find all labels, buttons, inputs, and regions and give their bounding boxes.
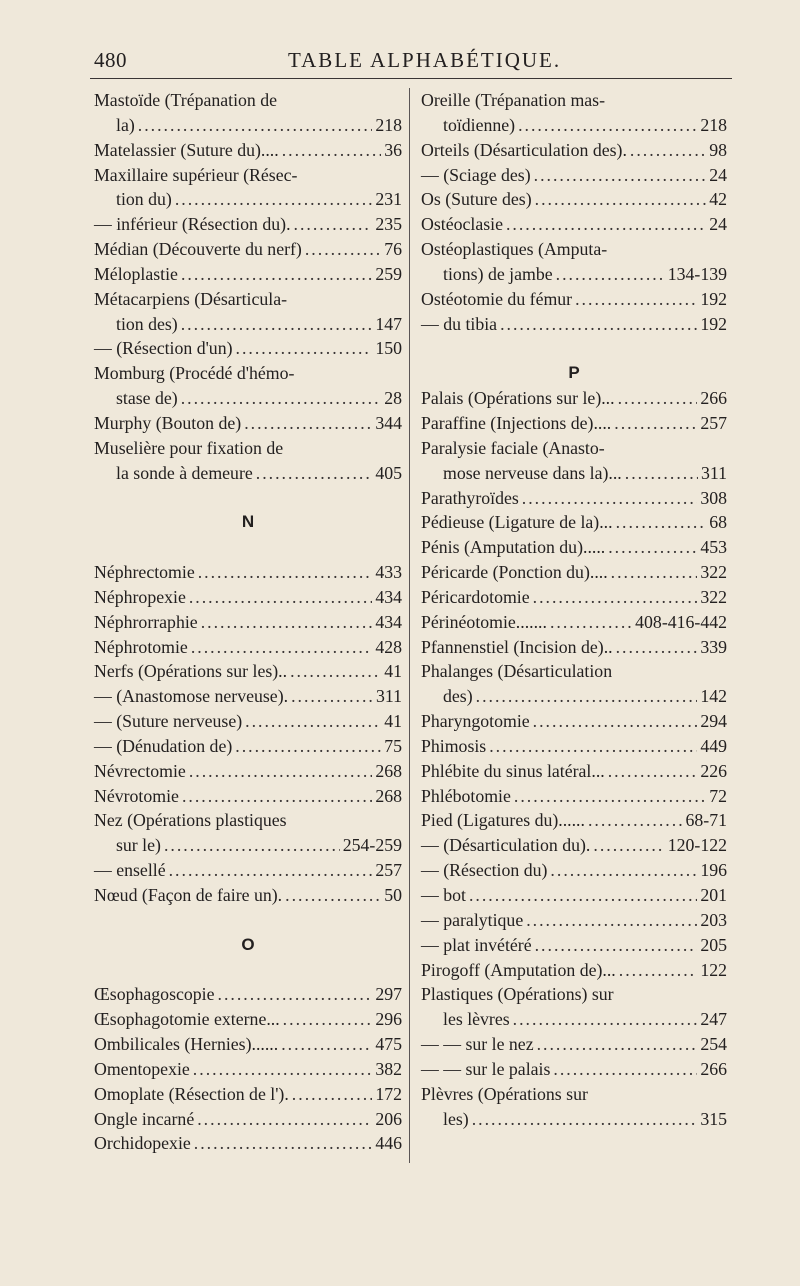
- page-ref: 322: [700, 562, 727, 583]
- page-ref: 475: [375, 1034, 402, 1055]
- dot-leader: [537, 1032, 698, 1057]
- dot-leader: [513, 1007, 698, 1032]
- dot-leader: [553, 1057, 697, 1082]
- entry-text: Pénis (Amputation du).....: [421, 537, 606, 558]
- entry-text: Phimosis: [421, 735, 487, 756]
- index-entry: [421, 659, 727, 684]
- dot-leader: [550, 610, 632, 635]
- dot-leader: [575, 287, 697, 312]
- page-ref: 41: [384, 661, 402, 682]
- index-entry: [421, 1082, 727, 1107]
- index-entry: [421, 610, 727, 635]
- dot-leader: [175, 187, 373, 212]
- index-entry: [94, 808, 402, 833]
- entry-text: — — sur le palais: [421, 1058, 551, 1079]
- entry-text: Orteils (Désarticulation des).: [421, 139, 627, 160]
- blank-line: [94, 486, 402, 511]
- page-ref: 206: [375, 1108, 402, 1129]
- index-entry: [94, 635, 402, 660]
- dot-leader: [588, 808, 683, 833]
- dot-leader: [469, 883, 697, 908]
- entry-text: Nez (Opérations plastiques: [94, 810, 287, 831]
- entry-text: Paralysie faciale (Anasto-: [421, 437, 605, 458]
- entry-text: Nœud (Façon de faire un).: [94, 885, 283, 905]
- index-entry: [94, 336, 402, 361]
- page-ref: 453: [700, 537, 727, 558]
- page-ref: 259: [375, 263, 402, 284]
- dot-leader: [169, 858, 373, 883]
- entry-text: — (Résection du): [421, 860, 548, 881]
- entry-text: — paralytique: [421, 909, 524, 930]
- entry-text: — ensellé: [94, 860, 166, 881]
- index-entry: [94, 709, 402, 734]
- dot-leader: [535, 187, 707, 212]
- dot-leader: [533, 585, 698, 610]
- page-ref: 75: [384, 735, 402, 756]
- entry-text: Méloplastie: [94, 263, 178, 284]
- section-letter: N: [241, 512, 255, 532]
- dot-leader: [256, 461, 373, 486]
- index-entry: [421, 1107, 727, 1132]
- page-ref: 322: [700, 586, 727, 607]
- page-ref: 266: [700, 388, 727, 409]
- entry-text: Plastiques (Opérations) sur: [421, 984, 614, 1005]
- entry-text: — (Résection d'un): [94, 338, 233, 359]
- index-entry: [421, 784, 727, 809]
- dot-leader: [608, 759, 698, 784]
- entry-text: Œsophagoscopie: [94, 984, 215, 1005]
- entry-text: Périnéotomie.......: [421, 611, 547, 632]
- index-entry: [421, 709, 727, 734]
- page-ref: 231: [375, 189, 402, 210]
- page-ref: 196: [700, 860, 727, 881]
- header-rule: [90, 78, 732, 79]
- dot-leader: [506, 212, 706, 237]
- index-entry: [421, 411, 727, 436]
- page-ref: 268: [375, 785, 402, 806]
- page-ref: 24: [709, 164, 727, 185]
- entry-text: Murphy (Bouton de): [94, 412, 242, 433]
- section-letter: O: [241, 934, 255, 954]
- dot-leader: [198, 560, 373, 585]
- dot-leader: [526, 908, 697, 933]
- index-entry: [421, 113, 727, 138]
- dot-leader: [472, 1107, 698, 1132]
- entry-text: sur le): [116, 835, 161, 856]
- index-entry: [421, 237, 727, 262]
- entry-text: Métacarpiens (Désarticula-: [94, 288, 288, 309]
- page-ref: 254: [700, 1034, 727, 1055]
- dot-leader: [522, 486, 698, 511]
- entry-text: des): [443, 686, 473, 707]
- page-ref: 433: [375, 562, 402, 583]
- index-entry: [94, 287, 402, 312]
- dot-leader: [235, 734, 381, 759]
- index-entry: [94, 610, 402, 635]
- index-entry: [94, 759, 402, 784]
- page-ref: 408-416-442: [635, 611, 727, 632]
- dot-leader: [193, 1057, 373, 1082]
- entry-text: — bot: [421, 885, 466, 905]
- index-entry: [94, 684, 402, 709]
- entry-text: Omoplate (Résection de l').: [94, 1083, 289, 1104]
- entry-text: Ostéotomie du fémur: [421, 288, 573, 309]
- index-entry: [94, 262, 402, 287]
- entry-text: Néphropexie: [94, 586, 186, 607]
- dot-leader: [630, 138, 706, 163]
- entry-text: Os (Suture des): [421, 189, 532, 210]
- index-entry: [94, 883, 402, 908]
- page-ref: 294: [700, 711, 727, 732]
- index-entry: [421, 734, 727, 759]
- entry-text: Néphrotomie: [94, 636, 188, 657]
- entry-text: — du tibia: [421, 313, 498, 334]
- page-ref: 339: [700, 636, 727, 657]
- page-ref: 36: [384, 139, 402, 160]
- entry-text: tions) de jambe: [443, 263, 553, 284]
- index-entry: [421, 535, 727, 560]
- entry-text: la): [116, 114, 135, 135]
- index-entry: [94, 187, 402, 212]
- page-ref: 428: [375, 636, 402, 657]
- page-ref: 192: [700, 288, 727, 309]
- dot-leader: [218, 982, 373, 1007]
- page-ref: 72: [709, 785, 727, 806]
- dot-leader: [189, 585, 372, 610]
- entry-text: les lèvres: [443, 1009, 510, 1030]
- page-ref: 449: [700, 735, 727, 756]
- entry-text: tion du): [116, 189, 172, 210]
- dot-leader: [201, 610, 373, 635]
- index-entry: [94, 436, 402, 461]
- index-entry: [94, 982, 402, 1007]
- page-ref: 147: [375, 313, 402, 334]
- dot-leader: [191, 635, 373, 660]
- dot-leader: [616, 635, 698, 660]
- entry-text: — (Dénudation de): [94, 735, 233, 756]
- entry-text: Phlébotomie: [421, 785, 511, 806]
- index-entry: [421, 933, 727, 958]
- dot-leader: [281, 1032, 372, 1057]
- page-ref: 257: [375, 860, 402, 881]
- index-entry: [421, 684, 727, 709]
- page-ref: 150: [375, 338, 402, 359]
- entry-text: Palais (Opérations sur le)...: [421, 388, 615, 409]
- index-entry: [421, 958, 727, 983]
- right-column: [421, 88, 727, 1131]
- index-entry: [421, 585, 727, 610]
- dot-leader: [189, 759, 373, 784]
- page-ref: 68: [709, 512, 727, 533]
- page-ref: 76: [384, 239, 402, 260]
- page-ref: 192: [700, 313, 727, 334]
- index-entry: [421, 858, 727, 883]
- entry-text: Momburg (Procédé d'hémo-: [94, 363, 295, 384]
- index-entry: [421, 436, 727, 461]
- left-column: [94, 88, 402, 1156]
- page-ref: 122: [700, 959, 727, 980]
- page-ref: 434: [375, 611, 402, 632]
- dot-leader: [181, 262, 372, 287]
- entry-text: mose nerveuse dans la)...: [443, 462, 622, 483]
- dot-leader: [518, 113, 697, 138]
- page-number: 480: [94, 48, 127, 72]
- entry-text: Péricarde (Ponction du)....: [421, 562, 608, 583]
- entry-text: Matelassier (Suture du)....: [94, 139, 279, 160]
- index-entry: [421, 138, 727, 163]
- entry-text: Pfannenstiel (Incision de)..: [421, 636, 613, 657]
- index-entry: [94, 585, 402, 610]
- page-ref: 203: [700, 909, 727, 930]
- dot-leader: [550, 858, 697, 883]
- entry-text: Ostéoclasie: [421, 214, 503, 235]
- index-entry: [94, 560, 402, 585]
- index-entry: [421, 287, 727, 312]
- dot-leader: [625, 461, 698, 486]
- dot-leader: [500, 312, 697, 337]
- entry-text: Muselière pour fixation de: [94, 437, 284, 458]
- blank-line: [421, 336, 727, 361]
- dot-leader: [614, 411, 697, 436]
- index-entry: [94, 659, 402, 684]
- section-letter: P: [568, 363, 580, 383]
- entry-text: Œsophagotomie externe...: [94, 1009, 280, 1030]
- entry-text: Orchidopexie: [94, 1133, 191, 1154]
- page-ref: 142: [700, 686, 727, 707]
- index-entry: [421, 808, 727, 833]
- entry-text: Néphrorraphie: [94, 611, 198, 632]
- index-entry: [421, 1007, 727, 1032]
- entry-text: Parathyroïdes: [421, 487, 519, 508]
- page-ref: 266: [700, 1058, 727, 1079]
- dot-leader: [618, 386, 698, 411]
- entry-text: Néphrectomie: [94, 562, 195, 583]
- entry-text: Paraffine (Injections de)....: [421, 412, 612, 433]
- page-ref: 218: [700, 114, 727, 135]
- page-ref: 98: [709, 139, 727, 160]
- entry-text: Ostéoplastiques (Amputa-: [421, 239, 608, 260]
- entry-text: Ongle incarné: [94, 1108, 195, 1129]
- index-entry: [421, 486, 727, 511]
- entry-text: Péricardotomie: [421, 586, 530, 607]
- page-ref: 257: [700, 412, 727, 433]
- dot-leader: [197, 1107, 372, 1132]
- entry-text: Phlébite du sinus latéral...: [421, 760, 605, 781]
- entry-text: les): [443, 1108, 469, 1129]
- index-entry: [421, 635, 727, 660]
- page-ref: 24: [709, 214, 727, 235]
- dot-leader: [611, 560, 698, 585]
- dot-leader: [489, 734, 697, 759]
- entry-text: — (Sciage des): [421, 164, 531, 185]
- page-ref: 297: [375, 984, 402, 1005]
- index-entry: [94, 734, 402, 759]
- dot-leader: [283, 1007, 373, 1032]
- dot-leader: [181, 386, 382, 411]
- page-ref: 50: [384, 885, 402, 905]
- index-entry: [94, 461, 402, 486]
- index-entry: [421, 908, 727, 933]
- index-entry: [421, 212, 727, 237]
- entry-text: Oreille (Trépanation mas-: [421, 90, 606, 110]
- index-entry: [94, 361, 402, 386]
- entry-text: toïdienne): [443, 114, 516, 135]
- page-ref: 344: [375, 412, 402, 433]
- index-entry: [421, 982, 727, 1007]
- dot-leader: [285, 883, 381, 908]
- dot-leader: [294, 212, 373, 237]
- index-entry: [421, 510, 727, 535]
- page-ref: 226: [700, 760, 727, 781]
- page-ref: 405: [375, 462, 402, 483]
- entry-text: Pédieuse (Ligature de la)...: [421, 512, 613, 533]
- index-entry: [94, 138, 402, 163]
- page-ref: 446: [375, 1133, 402, 1154]
- index-entry: [94, 784, 402, 809]
- page-ref: 42: [709, 189, 727, 210]
- entry-text: Nerfs (Opérations sur les)..: [94, 661, 288, 682]
- page-ref: 134-139: [667, 263, 727, 284]
- index-entry: [421, 187, 727, 212]
- entry-text: — inférieur (Résection du).: [94, 214, 291, 235]
- entry-text: — — sur le nez: [421, 1034, 534, 1055]
- index-entry: [94, 1032, 402, 1057]
- page-ref: 308: [700, 487, 727, 508]
- dot-leader: [290, 659, 381, 684]
- dot-leader: [514, 784, 706, 809]
- page-ref: 311: [375, 686, 402, 707]
- dot-leader: [164, 833, 340, 858]
- index-entry: [94, 113, 402, 138]
- index-entry: [421, 262, 727, 287]
- entry-text: Phalanges (Désarticulation: [421, 661, 613, 682]
- dot-leader: [182, 784, 372, 809]
- dot-leader: [616, 510, 707, 535]
- entry-text: — (Anastomose nerveuse).: [94, 686, 289, 707]
- page-ref: 254-259: [342, 835, 402, 856]
- dot-leader: [556, 262, 665, 287]
- entry-text: Maxillaire supérieur (Résec-: [94, 164, 298, 185]
- page-ref: 296: [375, 1009, 402, 1030]
- index-entry: [94, 1131, 402, 1156]
- entry-text: Névrectomie: [94, 760, 186, 781]
- page-ref: 120-122: [667, 835, 727, 856]
- index-entry: [421, 461, 727, 486]
- index-entry: [94, 858, 402, 883]
- page-ref: 247: [700, 1009, 727, 1030]
- dot-leader: [534, 163, 707, 188]
- entry-text: Pied (Ligatures du)......: [421, 810, 585, 831]
- entry-text: Médian (Découverte du nerf): [94, 239, 302, 260]
- index-entry: [421, 759, 727, 784]
- entry-text: Plèvres (Opérations sur: [421, 1083, 588, 1104]
- dot-leader: [138, 113, 373, 138]
- page-ref: 201: [700, 885, 727, 905]
- page-ref: 434: [375, 586, 402, 607]
- page-ref: 315: [700, 1108, 727, 1129]
- page-ref: 172: [375, 1083, 402, 1104]
- index-entry: [421, 833, 727, 858]
- index-entry: [421, 312, 727, 337]
- index-entry: [94, 386, 402, 411]
- index-entry: [421, 883, 727, 908]
- blank-line: [94, 958, 402, 983]
- dot-leader: [282, 138, 382, 163]
- entry-text: Pirogoff (Amputation de)...: [421, 959, 616, 980]
- page-ref: 382: [375, 1058, 402, 1079]
- blank-line: [94, 535, 402, 560]
- dot-leader: [292, 1082, 373, 1107]
- index-entry: [421, 386, 727, 411]
- index-entry: [421, 560, 727, 585]
- page-ref: 68-71: [685, 810, 727, 831]
- page-ref: 205: [700, 934, 727, 955]
- dot-leader: [619, 958, 698, 983]
- dot-leader: [194, 1131, 373, 1156]
- index-entry: [94, 163, 402, 188]
- dot-leader: [593, 833, 664, 858]
- index-entry: [94, 88, 402, 113]
- dot-leader: [535, 933, 698, 958]
- page-ref: 28: [384, 388, 402, 409]
- index-entry: [94, 1057, 402, 1082]
- index-entry: [421, 1032, 727, 1057]
- index-entry: [94, 312, 402, 337]
- index-entry: [94, 237, 402, 262]
- index-entry: [421, 1057, 727, 1082]
- dot-leader: [236, 336, 373, 361]
- page-ref: 218: [375, 114, 402, 135]
- dot-leader: [244, 411, 372, 436]
- dot-leader: [476, 684, 698, 709]
- page-ref: 268: [375, 760, 402, 781]
- dot-leader: [305, 237, 381, 262]
- dot-leader: [608, 535, 697, 560]
- blank-line: [94, 908, 402, 933]
- index-entry: [421, 88, 727, 113]
- index-entry: [94, 833, 402, 858]
- entry-text: stase de): [116, 388, 178, 409]
- dot-leader: [245, 709, 381, 734]
- entry-text: Névrotomie: [94, 785, 179, 806]
- entry-text: Mastoïde (Trépanation de: [94, 90, 278, 110]
- dot-leader: [291, 684, 373, 709]
- entry-text: Ombilicales (Hernies)......: [94, 1034, 279, 1055]
- index-entry: [94, 1082, 402, 1107]
- page-ref: 41: [384, 711, 402, 732]
- entry-text: tion des): [116, 313, 178, 334]
- entry-text: — (Désarticulation du).: [421, 835, 591, 856]
- dot-leader: [181, 312, 373, 337]
- page-ref: 311: [700, 462, 727, 483]
- entry-text: — (Suture nerveuse): [94, 711, 243, 732]
- index-entry: [94, 1007, 402, 1032]
- entry-text: la sonde à demeure: [116, 462, 253, 483]
- index-entry: [94, 212, 402, 237]
- index-entry: [421, 163, 727, 188]
- entry-text: Pharyngotomie: [421, 711, 530, 732]
- column-divider: [409, 88, 410, 1163]
- dot-leader: [533, 709, 698, 734]
- entry-text: Omentopexie: [94, 1058, 190, 1079]
- entry-text: — plat invétéré: [421, 934, 532, 955]
- page-ref: 235: [375, 214, 402, 235]
- index-entry: [94, 1107, 402, 1132]
- page-title: TABLE ALPHABÉTIQUE.: [288, 48, 562, 72]
- index-entry: [94, 411, 402, 436]
